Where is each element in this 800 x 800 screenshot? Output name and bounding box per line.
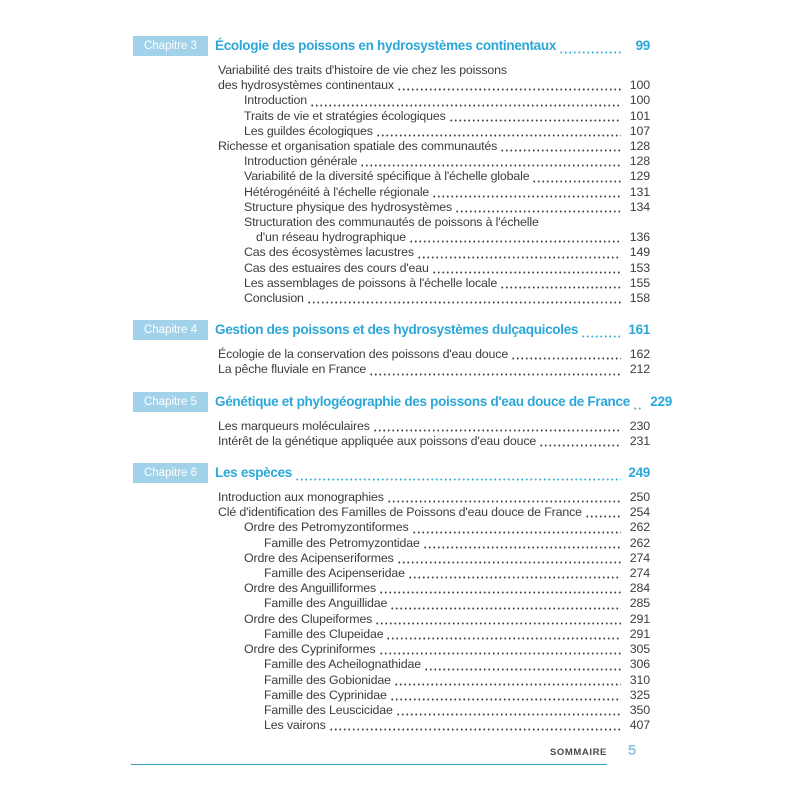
entry-label: Introduction générale <box>244 154 358 169</box>
chapter-title-row <box>215 463 650 483</box>
entry-page-number: 231 <box>629 433 650 448</box>
chapter-page-number: 161 <box>628 322 650 338</box>
entry-label: Cas des estuaires des cours d'eau <box>244 260 429 275</box>
entry-label: Cas des écosystèmes lacustres <box>244 245 414 260</box>
chapter-title: Les espèces <box>215 465 293 481</box>
entry-page-number: 254 <box>629 505 650 520</box>
dot-leader <box>295 478 621 481</box>
dot-leader <box>307 301 621 304</box>
dot-leader <box>373 429 621 432</box>
entry-page-number: 262 <box>629 535 650 550</box>
entry-label: Famille des Anguillidae <box>264 596 388 611</box>
dot-leader <box>412 531 621 534</box>
entry-label: Conclusion <box>244 291 304 306</box>
toc-entry <box>218 703 650 718</box>
dot-leader <box>397 561 621 564</box>
toc-entry <box>218 215 650 230</box>
entry-label: d'un réseau hydrographique <box>256 230 407 245</box>
chapter-page-number: 249 <box>628 465 650 481</box>
dot-leader <box>511 357 621 360</box>
toc-entry <box>218 109 650 124</box>
entry-label: Hétérogénéité à l'échelle régionale <box>244 184 430 199</box>
toc-entry <box>218 490 650 505</box>
dot-leader <box>500 149 621 152</box>
entry-page-number: 107 <box>629 123 650 138</box>
toc-entry <box>218 657 650 672</box>
entry-label: Introduction aux monographies <box>218 490 384 505</box>
dot-leader <box>449 119 621 122</box>
dot-leader <box>539 444 621 447</box>
toc-entry <box>218 200 650 215</box>
entry-label: Famille des Clupeidae <box>264 626 384 641</box>
dot-leader <box>633 407 643 410</box>
toc-entry <box>218 642 650 657</box>
dot-leader <box>376 134 621 137</box>
entry-page-number: 274 <box>629 550 650 565</box>
entry-label: Ordre des Acipenseriformes <box>244 550 394 565</box>
toc-entry <box>218 154 650 169</box>
dot-leader <box>532 180 621 183</box>
chapter-title: Génétique et phylogéographie des poissons d'eau douce de France <box>215 393 630 409</box>
dot-leader <box>375 622 621 625</box>
entry-label: des hydrosystèmes continentaux <box>218 78 394 93</box>
toc-entry <box>218 520 650 535</box>
entry-page-number: 100 <box>629 78 650 93</box>
entry-label: Clé d'identification des Familles de Poissons d'eau douce de France <box>218 505 582 520</box>
dot-leader <box>432 195 621 198</box>
chapter-header <box>133 320 650 340</box>
entry-label: Écologie de la conservation des poissons d'eau douce <box>218 347 509 362</box>
entry-page-number: 305 <box>629 642 650 657</box>
entry-page-number: 284 <box>629 581 650 596</box>
entry-label: Introduction <box>244 93 307 108</box>
chapter-section <box>133 36 650 306</box>
dot-leader <box>396 713 621 716</box>
entry-page-number: 285 <box>629 596 650 611</box>
dot-leader <box>423 546 621 549</box>
entry-page-number: 291 <box>629 626 650 641</box>
entry-page-number: 134 <box>629 199 650 214</box>
chapter-section <box>133 463 650 733</box>
entry-label: Les assemblages de poissons à l'échelle locale <box>244 275 498 290</box>
toc-entry <box>218 362 650 377</box>
entry-label: Ordre des Anguilliformes <box>244 581 377 596</box>
entry-label: Intérêt de la génétique appliquée aux poissons d'eau douce <box>218 433 537 448</box>
dot-leader <box>455 210 621 213</box>
dot-leader <box>360 164 621 167</box>
toc-entry <box>218 78 650 93</box>
chapter-title: Écologie des poissons en hydrosystèmes continentaux <box>215 38 557 53</box>
chapter-badge: Chapitre 6 <box>133 463 208 483</box>
dot-leader <box>390 607 621 610</box>
toc-sections <box>133 36 672 747</box>
chapter-header <box>133 463 650 483</box>
entry-label: Structure physique des hydrosystèmes <box>244 199 453 214</box>
toc-entry <box>218 245 650 260</box>
entry-page-number: 325 <box>629 687 650 702</box>
entry-page-number: 149 <box>629 245 650 260</box>
entry-label: Les vairons <box>264 718 326 733</box>
chapter-badge: Chapitre 4 <box>133 320 208 340</box>
dot-leader <box>559 51 621 54</box>
entry-page-number: 128 <box>629 154 650 169</box>
dot-leader <box>386 637 621 640</box>
footer-section-label: SOMMAIRE <box>549 747 607 758</box>
entry-label: Variabilité des traits d'histoire de vie chez les poissons <box>218 63 507 77</box>
chapter-page-number: 229 <box>650 393 672 409</box>
dot-leader <box>394 683 621 686</box>
toc-entry <box>218 124 650 139</box>
entry-label: Les marqueurs moléculaires <box>218 418 370 433</box>
toc-entry <box>218 673 650 688</box>
dot-leader <box>390 698 621 701</box>
dot-leader <box>387 500 621 503</box>
entry-page-number: 158 <box>629 291 650 306</box>
dot-leader <box>379 652 621 655</box>
entry-page-number: 131 <box>629 184 650 199</box>
entry-page-number: 274 <box>629 566 650 581</box>
entry-label: Traits de vie et stratégies écologiques <box>244 108 446 123</box>
toc-entry <box>218 596 650 611</box>
chapter-entries <box>218 347 650 377</box>
chapter-title-row <box>215 36 650 56</box>
entry-label: La pêche fluviale en France <box>218 362 367 377</box>
chapter-title-row <box>215 320 650 340</box>
entry-page-number: 407 <box>629 718 650 733</box>
entry-page-number: 306 <box>629 657 650 672</box>
dot-leader <box>432 271 621 274</box>
entry-label: Richesse et organisation spatiale des communautés <box>218 139 498 154</box>
entry-label: Famille des Cyprinidae <box>264 687 387 702</box>
toc-entry <box>218 505 650 520</box>
toc-entry <box>218 688 650 703</box>
chapter-badge: Chapitre 3 <box>133 36 208 56</box>
entry-page-number: 310 <box>629 672 650 687</box>
toc-entry <box>218 536 650 551</box>
entry-label: Variabilité de la diversité spécifique à l'échelle globale <box>244 169 530 184</box>
entry-page-number: 101 <box>629 108 650 123</box>
toc-entry <box>218 434 650 449</box>
toc-entry <box>218 63 650 78</box>
entry-page-number: 230 <box>629 418 650 433</box>
toc-entry <box>218 566 650 581</box>
toc-entry <box>218 551 650 566</box>
footer-page-number: 5 <box>627 742 637 759</box>
toc-entry <box>218 718 650 733</box>
toc-entry <box>218 261 650 276</box>
entry-label: Famille des Acipenseridae <box>264 566 405 581</box>
toc-entry <box>218 291 650 306</box>
toc-entry <box>218 169 650 184</box>
toc-entry <box>218 612 650 627</box>
chapter-title: Gestion des poissons et des hydrosystèmes dulçaquicoles <box>215 322 579 338</box>
chapter-page-number: 99 <box>635 38 650 53</box>
chapter-header <box>133 392 672 412</box>
dot-leader <box>417 256 621 259</box>
entry-page-number: 250 <box>629 490 650 505</box>
toc-entry <box>218 347 650 362</box>
chapter-entries <box>218 419 650 449</box>
entry-page-number: 136 <box>629 230 650 245</box>
entry-label: Ordre des Petromyzontiformes <box>244 520 409 535</box>
entry-label: Ordre des Clupeiformes <box>244 611 373 626</box>
entry-page-number: 155 <box>629 275 650 290</box>
entry-label: Famille des Gobionidae <box>264 672 391 687</box>
dot-leader <box>379 591 621 594</box>
dot-leader <box>409 240 621 243</box>
entry-page-number: 100 <box>629 93 650 108</box>
dot-leader <box>408 576 621 579</box>
dot-leader <box>369 373 621 376</box>
toc-entry <box>218 419 650 434</box>
toc-entry <box>218 93 650 108</box>
toc-entry <box>218 185 650 200</box>
dot-leader <box>424 668 621 671</box>
dot-leader <box>397 88 621 91</box>
entry-page-number: 262 <box>629 520 650 535</box>
toc-entry <box>218 627 650 642</box>
entry-page-number: 212 <box>629 362 650 377</box>
chapter-section <box>133 320 650 377</box>
chapter-header <box>133 36 650 56</box>
entry-page-number: 162 <box>629 347 650 362</box>
chapter-entries <box>218 63 650 306</box>
entry-page-number: 153 <box>629 260 650 275</box>
footer-rule <box>131 742 607 765</box>
entry-page-number: 129 <box>629 169 650 184</box>
toc-entry <box>218 276 650 291</box>
entry-page-number: 128 <box>629 139 650 154</box>
entry-label: Les guildes écologiques <box>244 123 373 138</box>
entry-label: Famille des Petromyzontidae <box>264 535 420 550</box>
dot-leader <box>581 335 621 338</box>
toc-entry <box>218 230 650 245</box>
entry-label: Famille des Acheilognathidae <box>264 657 421 672</box>
entry-label: Structuration des communautés de poissons à l'échelle <box>244 215 539 230</box>
chapter-section <box>133 392 672 449</box>
entry-label: Famille des Leuscicidae <box>264 702 393 717</box>
entry-page-number: 291 <box>629 611 650 626</box>
chapter-badge: Chapitre 5 <box>133 392 208 412</box>
entry-page-number: 350 <box>629 702 650 717</box>
toc-entry <box>218 139 650 154</box>
dot-leader <box>329 728 621 731</box>
chapter-title-row <box>215 392 672 412</box>
toc-entry <box>218 581 650 596</box>
dot-leader <box>500 286 621 289</box>
dot-leader <box>585 515 621 518</box>
entry-label: Ordre des Cypriniformes <box>244 642 376 657</box>
dot-leader <box>310 104 621 107</box>
chapter-entries <box>218 490 650 733</box>
